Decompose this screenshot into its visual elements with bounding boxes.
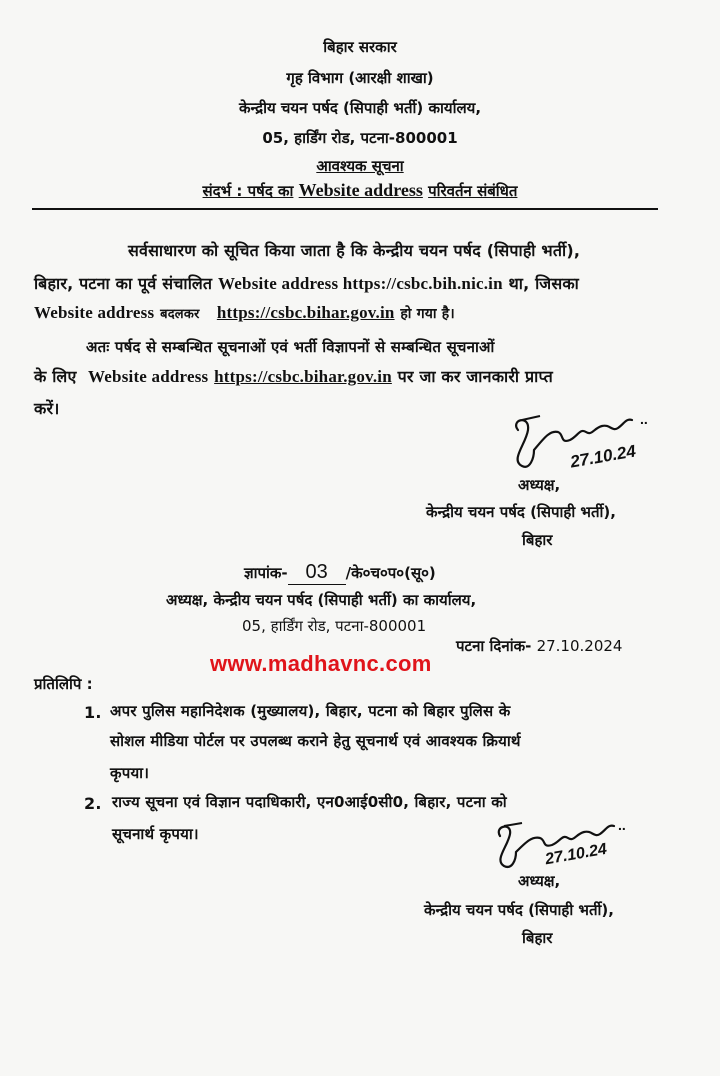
subject-prefix: संदर्भ : पर्षद का <box>202 182 294 200</box>
copy-label-spacer <box>34 697 660 698</box>
para1-line2-c: था, जिसका <box>508 274 580 293</box>
old-website-url: Website address https://csbc.bih.nic.in <box>218 274 503 293</box>
copy-item-1-line3: कृपया। <box>110 764 150 782</box>
para2-line3: करें। <box>34 399 60 418</box>
memo-suffix: /के०च०प०(सू०) <box>345 564 436 582</box>
signature-1-date: 27.10.24 <box>568 441 638 472</box>
copy-label: प्रतिलिपि : <box>34 675 93 693</box>
copy-item-2-number: 2. <box>84 794 102 813</box>
memo-office: अध्यक्ष, केन्द्रीय चयन पर्षद (सिपाही भर्ती) का कार्यालय, <box>166 591 477 609</box>
watermark: www.madhavnc.com <box>210 651 432 676</box>
para1-line3-b: बदलकर <box>160 307 200 322</box>
department-heading: गृह विभाग (आरक्षी शाखा) <box>286 69 434 87</box>
memo-date-label: पटना दिनांक- <box>456 637 532 655</box>
para1-line3-a: Website address <box>34 303 155 322</box>
subject-en: Website address <box>298 180 423 200</box>
govt-heading: बिहार सरकार <box>323 38 397 56</box>
office-address: 05, हार्डिंग रोड, पटना-800001 <box>262 129 458 147</box>
signature-2-date: 27.10.24 <box>543 840 609 869</box>
para2-line1: अतः पर्षद से सम्बन्धित सूचनाओं एवं भर्ती विज्ञापनों से सम्बन्धित सूचनाओं <box>86 338 495 356</box>
copy-item-2-line1: राज्य सूचना एवं विज्ञान पदाधिकारी, एन0आई0सी0, बिहार, पटना को <box>112 793 507 811</box>
copy-item-1-line2: सोशल मीडिया पोर्टल पर उपलब्ध कराने हेतु सूचनार्थ एवं आवश्यक क्रियार्थ <box>110 732 521 750</box>
copy-item-1-line1: अपर पुलिस महानिदेशक (मुख्यालय), बिहार, पटना को बिहार पुलिस के <box>110 702 511 720</box>
header-divider <box>32 208 658 210</box>
office-heading: केन्द्रीय चयन पर्षद (सिपाही भर्ती) कार्यालय, <box>238 99 482 117</box>
para2-line2-a: के लिए <box>34 367 77 386</box>
para1-line2-a: बिहार, पटना का पूर्व संचालित <box>34 274 213 293</box>
notice-title: आवश्यक सूचना <box>316 157 404 175</box>
para1-line3 <box>34 303 455 323</box>
copy-item-1-number: 1. <box>84 703 102 722</box>
signature-1-designation: अध्यक्ष, <box>518 476 561 494</box>
signature-2-state: बिहार <box>522 929 553 947</box>
signature-2-designation: अध्यक्ष, <box>518 872 561 890</box>
signature-1-state: बिहार <box>522 531 553 549</box>
memo-number: 03 <box>305 561 328 583</box>
memo-label: ज्ञापांक- <box>244 564 288 582</box>
svg-text:..: .. <box>618 818 626 833</box>
memo-number-line <box>244 561 436 585</box>
para1-line1: सर्वसाधारण को सूचित किया जाता है कि केन्द्रीय चयन पर्षद (सिपाही भर्ती), <box>128 241 581 260</box>
para1-line2 <box>34 272 579 294</box>
para2-line2 <box>34 365 553 387</box>
new-website-url: https://csbc.bihar.gov.in <box>216 303 395 322</box>
para2-line2-c: पर जा कर जानकारी प्राप्त <box>397 367 553 386</box>
para2-line2-b: Website address <box>88 367 209 386</box>
memo-address: 05, हार्डिंग रोड, पटना-800001 <box>242 617 427 635</box>
subject-suffix: परिवर्तन संबंधित <box>428 182 518 200</box>
new-website-url-2: https://csbc.bihar.gov.in <box>214 367 392 386</box>
copy-item-2-line2: सूचनार्थ कृपया। <box>112 825 199 843</box>
signature-2-org: केन्द्रीय चयन पर्षद (सिपाही भर्ती), <box>424 901 614 919</box>
svg-text:..: .. <box>640 411 648 427</box>
signature-1-org: केन्द्रीय चयन पर्षद (सिपाही भर्ती), <box>426 503 616 521</box>
para1-line3-c: हो गया है। <box>400 306 455 322</box>
subject-line <box>0 180 720 201</box>
memo-date-line <box>456 636 622 656</box>
memo-date: 27.10.2024 <box>536 637 623 655</box>
